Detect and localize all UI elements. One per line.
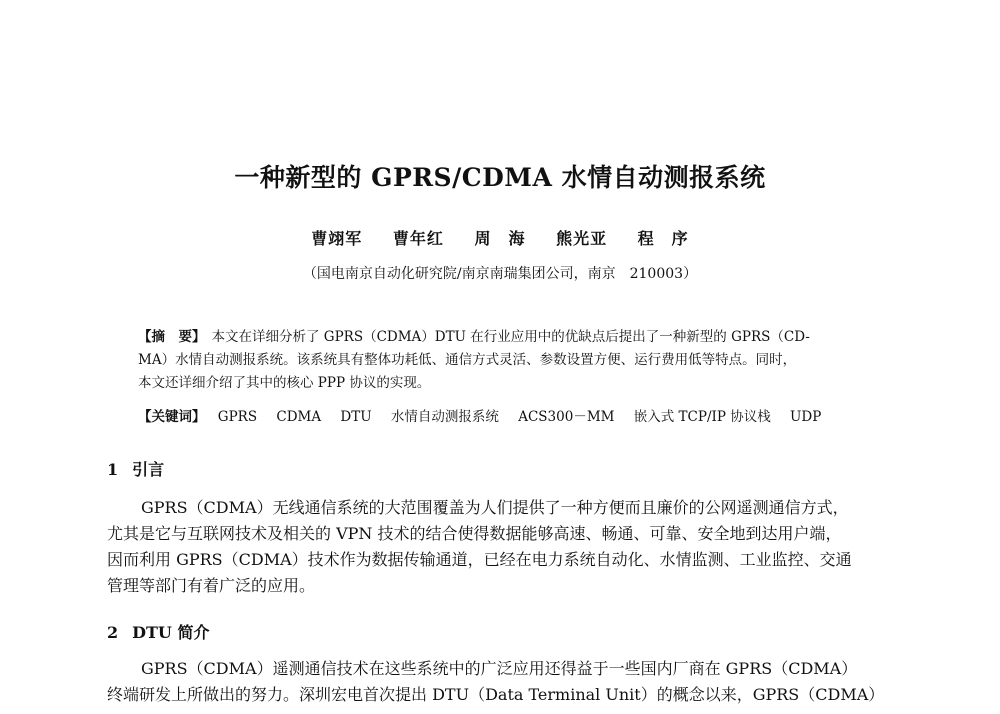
keyword: GPRS [217,409,258,425]
section-paragraph [107,656,907,708]
section-heading [107,457,164,480]
paragraph-line: 尤其是它与互联网技术及相关的 VPN 技术的结合使得数据能够高速、畅通、可靠、安全地到达用户端， [107,524,842,543]
section-number: 2 [107,623,119,642]
keyword: CDMA [276,409,322,425]
section-title: 引言 [132,460,165,479]
author-name: 程 序 [637,229,689,248]
abstract-text: 本文在详细分析了 GPRS（CDMA）DTU 在行业应用中的优缺点后提出了一种新型的 GPRS（CD- [211,329,810,345]
affiliation: （国电南京自动化研究院/南京南瑞集团公司，南京 210003） [302,266,698,282]
section-paragraph [107,495,907,599]
keywords-label: 【关键词】 [138,409,206,425]
keyword: 嵌入式 TCP/IP 协议栈 [633,409,771,425]
paper-title: 一种新型的 GPRS/CDMA 水情自动测报系统 [234,163,766,192]
author-name: 周 海 [474,229,526,248]
section-number: 1 [107,460,119,479]
keyword: ACS300－MM [518,409,615,425]
paragraph-line: GPRS（CDMA）遥测通信技术在这些系统中的广泛应用还得益于一些国内厂商在 GPRS（CDMA） [141,659,858,678]
keyword: 水情自动测报系统 [390,409,499,425]
paragraph-line: 管理等部门有着广泛的应用。 [107,576,316,595]
abstract-line: 本文还详细介绍了其中的核心 PPP 协议的实现。 [138,375,431,391]
author-name: 曹年红 [392,229,444,248]
paragraph-line: 终端研发上所做出的努力。深圳宏电首次提出 DTU（Data Terminal Unit）的概念以来，GPRS（CDMA） [107,685,885,704]
author-list [0,226,1000,249]
abstract-line [138,326,886,349]
keywords-block [138,405,886,425]
abstract-line: MA）水情自动测报系统。该系统具有整体功耗低、通信方式灵活、参数设置方便、运行费用低等特点。同时， [138,352,797,368]
section-title: DTU 简介 [132,623,210,642]
author-name: 熊光亚 [556,229,608,248]
keyword: UDP [790,409,822,425]
section-heading [107,620,209,643]
paragraph-line: 因而利用 GPRS（CDMA）技术作为数据传输通道，已经在电力系统自动化、水情监测、工业监控、交通 [107,550,852,569]
abstract-block [138,326,886,395]
abstract-label: 【摘 要】 [138,329,206,345]
author-name: 曹翊军 [311,229,363,248]
keyword: DTU [340,409,372,425]
paragraph-line: GPRS（CDMA）无线通信系统的大范围覆盖为人们提供了一种方便而且廉价的公网遥测通信方式， [141,498,849,517]
